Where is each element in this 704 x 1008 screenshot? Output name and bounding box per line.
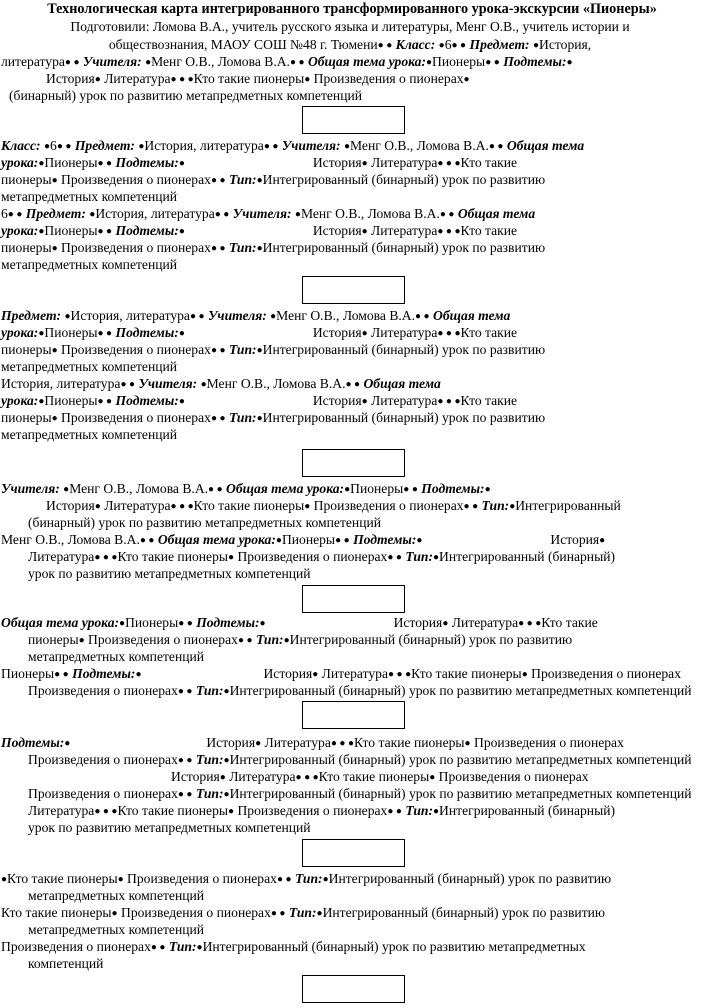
block-2-line-8: метапредметных компетенций: [1, 427, 178, 442]
block-3-line-5: Литература● ● ●Кто такие пионеры● Произведения о пионерах● ● Тип:●Интегрированный (бинарный): [28, 549, 616, 564]
block-5-line-3: История● Литература● ● ●Кто такие пионеры● Произведения о пионерах: [171, 769, 589, 784]
authors-line-2: обществознания, МАОУ СОШ №48 г. Тюмени● ● Класс: ●6● ● Предмет: ●История,: [108, 37, 592, 52]
block-2-line-5: История, литература● ● Учителя: ●Менг О.В., Ломова В.А.● ● Общая тема: [1, 376, 441, 391]
graphic-box: [302, 975, 405, 1003]
block-1-line-7: пионеры● Произведения о пионерах● ● Тип:●Интегрированный (бинарный) урок по развитию: [1, 240, 546, 255]
graphic-box: [302, 449, 405, 477]
header-line-3: литература● ● Учителя: ●Менг О.В., Ломова В.А.● ● Общая тема урока:●Пионеры● ● Подтемы:●: [1, 54, 573, 69]
block-4-line-2: пионеры● Произведения о пионерах● ● Тип:●Интегрированный (бинарный) урок по развитию: [28, 632, 573, 647]
block-5-line-4: Произведения о пионерах● ● Тип:●Интегрированный (бинарный) урок по развитию метапредметных компетенций: [28, 786, 692, 801]
block-2-line-1: Предмет: ●История, литература● ● Учителя: ●Менг О.В., Ломова В.А.● ● Общая тема: [1, 308, 511, 323]
block-1-line-8: метапредметных компетенций: [1, 257, 178, 272]
block-5-line-6: урок по развитию метапредметных компетенций: [28, 820, 311, 835]
block-1-line-5: 6● ● Предмет: ●История, литература● ● Учителя: ●Менг О.В., Ломова В.А.● ● Общая тема: [1, 206, 536, 221]
graphic-box: [302, 839, 405, 867]
block-6-line-3: Кто такие пионеры● Произведения о пионерах● ● Тип:●Интегрированный (бинарный) урок по развитию: [1, 905, 606, 920]
header-line-4: История● Литература● ● ●Кто такие пионеры● Произведения о пионерах●: [46, 71, 470, 86]
block-6-line-4: метапредметных компетенций: [28, 922, 205, 937]
block-5-line-1: Подтемы:● История● Литература● ● ●Кто такие пионеры● Произведения о пионерах: [1, 735, 624, 750]
block-4-line-5: Произведения о пионерах● ● Тип:●Интегрированный (бинарный) урок по развитию метапредметных компетенций: [28, 683, 692, 698]
graphic-box: [302, 276, 405, 304]
block-1-line-3: пионеры● Произведения о пионерах● ● Тип:●Интегрированный (бинарный) урок по развитию: [1, 172, 546, 187]
block-1-line-2: урока:●Пионеры● ● Подтемы:● История● Литература● ● ●Кто такие: [1, 155, 518, 170]
authors-line-1: Подготовили: Ломова В.А., учитель русского языка и литературы, Менг О.В., учитель истории и: [70, 19, 630, 34]
block-4-line-3: метапредметных компетенций: [28, 649, 205, 664]
block-6-line-6: компетенций: [28, 956, 104, 971]
block-3-line-4: Менг О.В., Ломова В.А.● ● Общая тема урока:●Пионеры● ● Подтемы:● История●: [1, 532, 606, 547]
block-6-line-1: ●Кто такие пионеры● Произведения о пионерах● ● Тип:●Интегрированный (бинарный) урок по развитию: [1, 871, 612, 886]
block-2-line-4: метапредметных компетенций: [1, 359, 178, 374]
graphic-box: [302, 106, 405, 134]
block-5-line-5: Литература● ● ●Кто такие пионеры● Произведения о пионерах● ● Тип:●Интегрированный (бинарный): [28, 803, 616, 818]
block-1-line-6: урока:●Пионеры● ● Подтемы:● История● Литература● ● ●Кто такие: [1, 223, 518, 238]
block-3-line-2: История● Литература● ● ●Кто такие пионеры● Произведения о пионерах● ● Тип:●Интегрированный: [46, 498, 621, 513]
block-3-line-3: (бинарный) урок по развитию метапредметных компетенций: [28, 515, 382, 530]
block-6-line-5: Произведения о пионерах● ● Тип:●Интегрированный (бинарный) урок по развитию метапредметных: [1, 939, 586, 954]
block-2-line-3: пионеры● Произведения о пионерах● ● Тип:●Интегрированный (бинарный) урок по развитию: [1, 342, 546, 357]
block-4-line-4: Пионеры● ● Подтемы:● История● Литература● ● ●Кто такие пионеры● Произведения о пионерах: [1, 666, 682, 681]
block-2-line-2: урока:●Пионеры● ● Подтемы:● История● Литература● ● ●Кто такие: [1, 325, 518, 340]
block-6-line-2: метапредметных компетенций: [28, 888, 205, 903]
block-1-line-4: метапредметных компетенций: [1, 189, 178, 204]
block-5-line-2: Произведения о пионерах● ● Тип:●Интегрированный (бинарный) урок по развитию метапредметных компетенций: [28, 752, 692, 767]
block-4-line-1: Общая тема урока:●Пионеры● ● Подтемы:● История● Литература● ● ●Кто такие: [1, 615, 598, 630]
block-2-line-7: пионеры● Произведения о пионерах● ● Тип:●Интегрированный (бинарный) урок по развитию: [1, 410, 546, 425]
page-title: Технологическая карта интегрированного трансформированного урока-экскурсии «Пионеры»: [47, 1, 657, 17]
graphic-box: [302, 585, 405, 613]
block-3-line-1: Учителя: ●Менг О.В., Ломова В.А.● ● Общая тема урока:●Пионеры● ● Подтемы:●: [1, 481, 491, 496]
block-1-line-1: Класс: ●6● ● Предмет: ●История, литература● ● Учителя: ●Менг О.В., Ломова В.А.● ● Общая тема: [1, 138, 585, 153]
block-3-line-6: урок по развитию метапредметных компетенций: [28, 566, 311, 581]
header-line-5: (бинарный) урок по развитию метапредметных компетенций: [9, 88, 363, 103]
graphic-box: [302, 701, 405, 729]
block-2-line-6: урока:●Пионеры● ● Подтемы:● История● Литература● ● ●Кто такие: [1, 393, 518, 408]
